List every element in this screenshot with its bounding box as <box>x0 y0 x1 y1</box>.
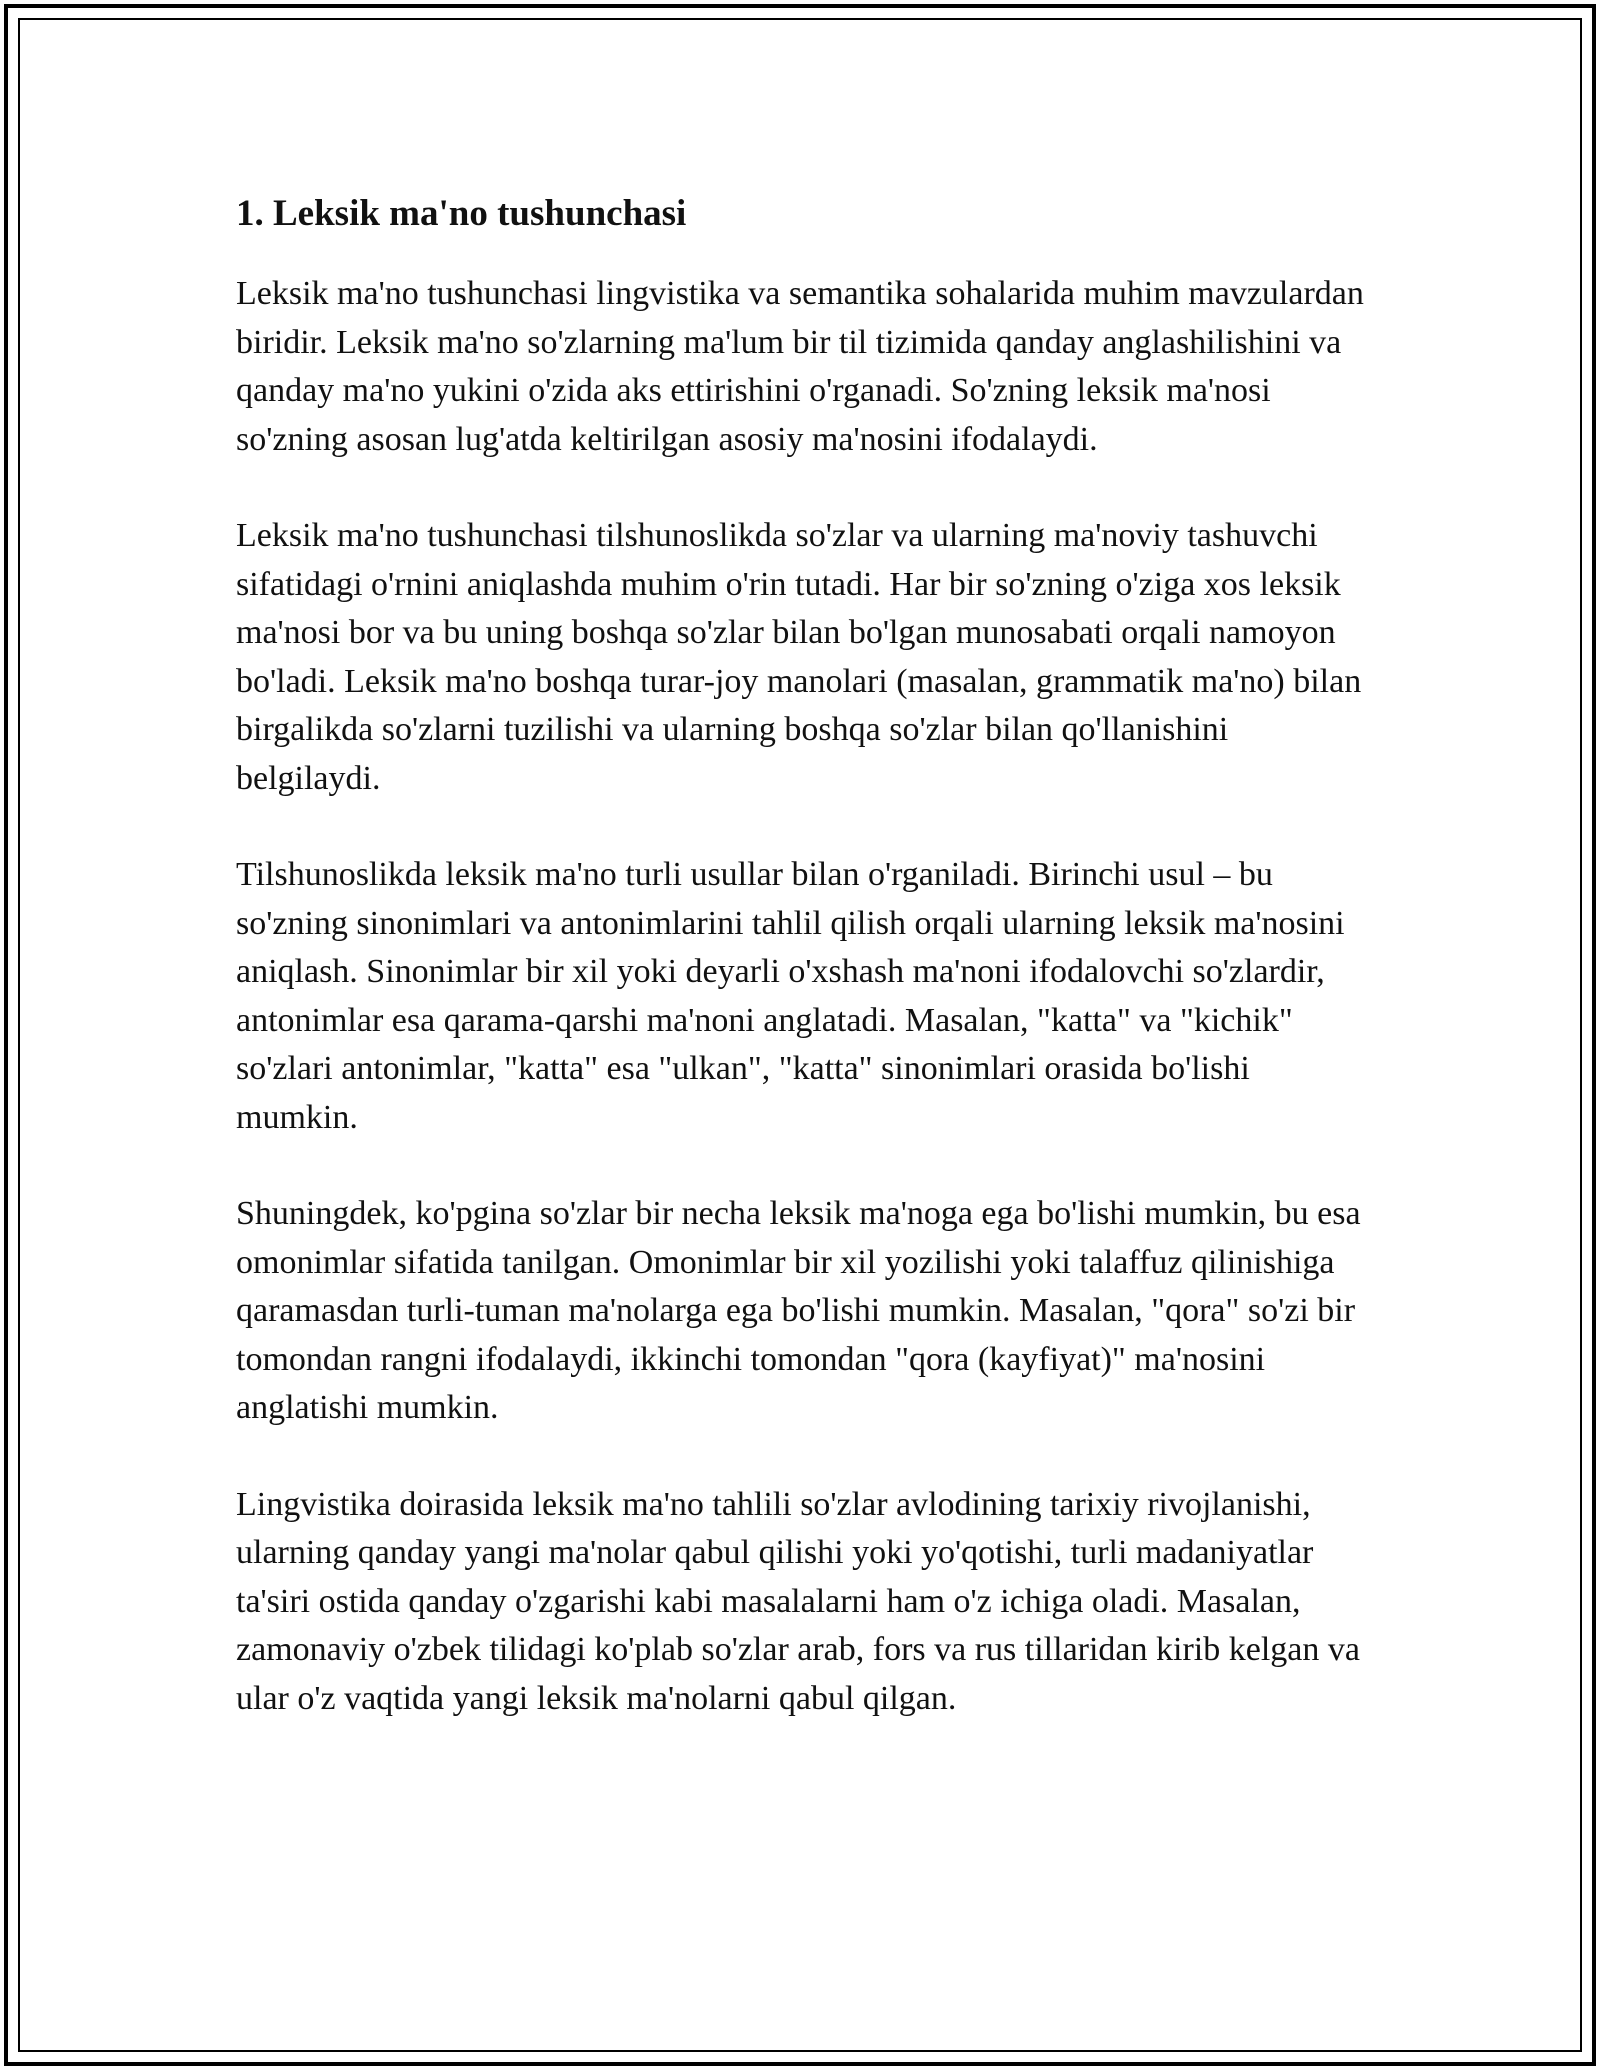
paragraph-1: Leksik ma'no tushunchasi lingvistika va semantika sohalarida muhim mavzulardan biridir. Leksik ma'no so'zlarning ma'lum bir til tizimida qanday anglashilishini va qanday ma'no yukini o'zida aks ettirishini o'rganadi. So'zning leksik ma'nosi so'zning asosan lug'atda keltirilgan asosiy ma'nosini ifodalaydi. <box>236 275 1364 458</box>
paragraph-4: Shuningdek, ko'pgina so'zlar bir necha leksik ma'noga ega bo'lishi mumkin, bu esa omonimlar sifatida tanilgan. Omonimlar bir xil yozilishi yoki talaffuz qilinishiga qaramasdan turli-tuman ma'nolarga ega bo'lishi mumkin. Masalan, "qora" so'zi bir tomondan rangni ifodalaydi, ikkinchi tomondan "qora (kayfiyat)" ma'nosini anglatishi mumkin. <box>236 1195 1361 1426</box>
paragraph-5: Lingvistika doirasida leksik ma'no tahlili so'zlar avlodining tarixiy rivojlanishi, ularning qanday yangi ma'nolar qabul qilishi yoki yo'qotishi, turli madaniyatlar ta'siri ostida qanday o'zgarishi kabi masalalarni ham o'z ichiga oladi. Masalan, zamonaviy o'zbek tilidagi ko'plab so'zlar arab, fors va rus tillaridan kirib kelgan va ular o'z vaqtida yangi leksik ma'nolarni qabul qilgan. <box>236 1485 1360 1717</box>
paragraph-2: Leksik ma'no tushunchasi tilshunoslikda so'zlar va ularning ma'noviy tashuvchi sifatidagi o'rnini aniqlashda muhim o'rin tutadi. Har bir so'zning o'ziga xos leksik ma'nosi bor va bu uning boshqa so'zlar bilan bo'lgan munosabati orqali namoyon bo'ladi. Leksik ma'no boshqa turar-joy manolari (masalan, grammatik ma'no) bilan birgalikda so'zlarni tuzilishi va ularning boshqa so'zlar bilan qo'llanishini belgilaydi. <box>236 517 1362 797</box>
paragraph-3: Tilshunoslikda leksik ma'no turli usullar bilan o'rganiladi. Birinchi usul – bu so'zning sinonimlari va antonimlarini tahlil qilish orqali ularning leksik ma'nosini aniqlash. Sinonimlar bir xil yoki deyarli o'xshash ma'noni ifodalovchi so'zlardir, antonimlar esa qarama-qarshi ma'noni anglatadi. Masalan, "katta" va "kichik" so'zlari antonimlar, "katta" esa "ulkan", "katta" sinonimlari orasida bo'lishi mumkin. <box>236 856 1345 1136</box>
section-heading: 1. Leksik ma'no tushunchasi <box>236 193 687 234</box>
document-body <box>236 186 1366 1771</box>
